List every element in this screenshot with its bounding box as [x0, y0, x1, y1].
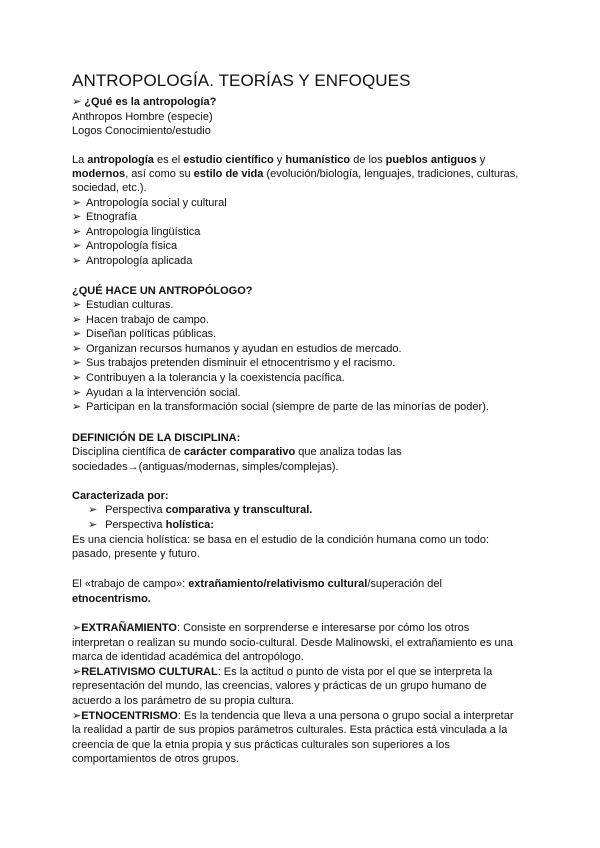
arrow-icon: ➢: [72, 96, 85, 108]
disciplina-line-2: sociedades→(antiguas/modernas, simples/complejas).: [72, 461, 339, 473]
arrow-icon: ➢: [72, 343, 82, 355]
list-item: ➢ Diseñan políticas públicas.: [72, 328, 217, 340]
list-item: ➢ Antropología social y cultural: [72, 197, 227, 209]
definition-line-2: modernos, así como su estilo de vida (evolución/biología, lenguajes, tradiciones, culturas,: [72, 168, 519, 180]
section-heading-disciplina: DEFINICIÓN DE LA DISCIPLINA:: [72, 432, 241, 444]
list-item: ➢ Estudian culturas.: [72, 299, 174, 311]
list-item: ➢ Etnografía: [72, 211, 137, 223]
arrow-icon: ➢: [72, 372, 82, 384]
question-heading: ➢ ¿Qué es la antropología?: [72, 96, 217, 108]
arrow-icon: ➢: [72, 226, 82, 238]
etnocentrismo-line-2: la realidad a partir de sus propios parámetros culturales. Esta práctica está vinculada a la: [72, 724, 508, 736]
arrow-icon: ➢: [72, 314, 82, 326]
list-item: ➢ Perspectiva holística:: [88, 519, 214, 531]
disciplina-line-1: Disciplina científica de carácter comparativo que analiza todas las: [72, 446, 402, 458]
campo-line-2: etnocentrismo.: [72, 593, 151, 605]
arrow-icon: ➢: [72, 357, 82, 369]
list-item: ➢ Contribuyen a la tolerancia y la coexistencia pacífica.: [72, 372, 345, 384]
arrow-icon: ➢: [72, 387, 82, 399]
arrow-icon: ➢: [72, 197, 82, 209]
arrow-icon: ➢: [88, 504, 98, 516]
arrow-icon: ➢: [72, 401, 82, 413]
arrow-icon: ➢: [72, 240, 82, 252]
list-item: ➢ Organizan recursos humanos y ayudan en estudios de mercado.: [72, 343, 402, 355]
etnocentrismo-line-4: comportamientos de otros grupos.: [72, 753, 239, 765]
holistica-line-1: Es una ciencia holística: se basa en el estudio de la condición humana como un todo:: [72, 534, 490, 546]
holistica-line-2: pasado, presente y futuro.: [72, 548, 200, 560]
arrow-icon: ➢: [72, 255, 82, 267]
list-item: ➢ Perspectiva comparativa y transcultural.: [88, 504, 313, 516]
definition-line-3: sociedad, etc.).: [72, 182, 147, 194]
extranamiento-line-3: marca de identidad académica del antropólogo.: [72, 651, 304, 663]
arrow-icon: ➢: [88, 519, 98, 531]
etnocentrismo-line-3: creencia de que la etnia propia y sus prácticas culturales son superiores a los: [72, 739, 450, 751]
relativismo-line-2: representación del mundo, las creencias, valores y prácticas de un grupo humano de: [72, 680, 487, 692]
definition-line-1: La antropología es el estudio científico y humanístico de los pueblos antiguos y: [72, 154, 486, 166]
list-item: ➢ Participan en la transformación social (siempre de parte de las minorías de poder).: [72, 401, 489, 413]
etymology-anthropos: Anthropos Hombre (especie): [72, 111, 213, 123]
list-item: ➢ Antropología lingüística: [72, 226, 201, 238]
relativismo-line-3: acuerdo a los parámetro de su propia cultura.: [72, 695, 294, 707]
section-heading-caracterizada: Caracterizada por:: [72, 490, 169, 502]
list-item: ➢ Ayudan a la intervención social.: [72, 387, 241, 399]
etymology-logos: Logos Conocimiento/estudio: [72, 125, 211, 137]
extranamiento-line-2: interpretan o realizan su mundo socio-cultural. Desde Malinowski, el extrañamiento es una: [72, 637, 513, 649]
arrow-icon: ➢: [72, 211, 82, 223]
list-item: ➢ Sus trabajos pretenden disminuir el etnocentrismo y el racismo.: [72, 357, 396, 369]
etnocentrismo-line-1: ➢ETNOCENTRISMO: Es la tendencia que lleva a una persona o grupo social a interpretar: [72, 710, 514, 722]
list-item: ➢ Hacen trabajo de campo.: [72, 314, 209, 326]
extranamiento-line-1: ➢EXTRAÑAMIENTO: Consiste en sorprenderse e interesarse por cómo los otros: [72, 622, 470, 634]
arrow-icon: ➢: [72, 299, 82, 311]
page-title: ANTROPOLOGÍA. TEORÍAS Y ENFOQUES: [72, 71, 411, 90]
arrow-icon: ➢: [72, 328, 82, 340]
section-heading-que-hace: ¿QUÉ HACE UN ANTROPÓLOGO?: [72, 285, 253, 297]
list-item: ➢ Antropología física: [72, 240, 178, 252]
campo-line-1: El «trabajo de campo»: extrañamiento/relativismo cultural/superación del: [72, 578, 442, 590]
relativismo-line-1: ➢RELATIVISMO CULTURAL: Es la actitud o punto de vista por el que se interpreta la: [72, 666, 493, 678]
list-item: ➢ Antropología aplicada: [72, 255, 193, 267]
